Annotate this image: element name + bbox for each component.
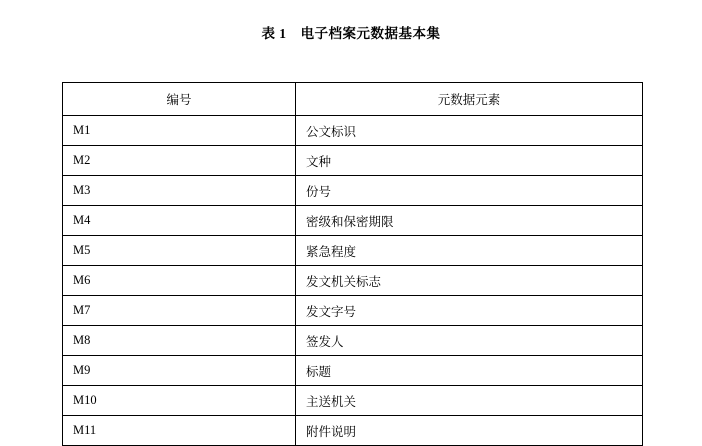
cell-id: M1 <box>63 116 296 146</box>
cell-id: M8 <box>63 326 296 356</box>
cell-element: 公文标识 <box>296 116 643 146</box>
table-caption <box>0 22 702 42</box>
table-container <box>62 82 640 446</box>
cell-element: 份号 <box>296 176 643 206</box>
table-row <box>63 296 643 326</box>
table-row <box>63 386 643 416</box>
column-header-element: 元数据元素 <box>296 83 643 116</box>
table-row <box>63 266 643 296</box>
cell-element: 主送机关 <box>296 386 643 416</box>
table-body <box>63 116 643 446</box>
table-header-row <box>63 83 643 116</box>
cell-element: 附件说明 <box>296 416 643 446</box>
cell-element: 密级和保密期限 <box>296 206 643 236</box>
table-row <box>63 356 643 386</box>
cell-id: M3 <box>63 176 296 206</box>
cell-element: 签发人 <box>296 326 643 356</box>
table-caption-title: 电子档案元数据基本集 <box>300 26 441 41</box>
cell-element: 发文机关标志 <box>296 266 643 296</box>
table-row <box>63 236 643 266</box>
metadata-table <box>62 82 643 446</box>
table-row <box>63 116 643 146</box>
cell-element: 文种 <box>296 146 643 176</box>
table-row <box>63 326 643 356</box>
cell-id: M5 <box>63 236 296 266</box>
cell-id: M9 <box>63 356 296 386</box>
cell-id: M11 <box>63 416 296 446</box>
table-row <box>63 146 643 176</box>
cell-id: M2 <box>63 146 296 176</box>
cell-element: 紧急程度 <box>296 236 643 266</box>
document-page <box>0 22 702 437</box>
table-caption-label: 表 1 <box>261 26 287 41</box>
table-row <box>63 416 643 446</box>
cell-id: M10 <box>63 386 296 416</box>
cell-id: M4 <box>63 206 296 236</box>
table-row <box>63 176 643 206</box>
table-row <box>63 206 643 236</box>
cell-element: 标题 <box>296 356 643 386</box>
cell-id: M7 <box>63 296 296 326</box>
cell-id: M6 <box>63 266 296 296</box>
cell-element: 发文字号 <box>296 296 643 326</box>
column-header-id: 编号 <box>63 83 296 116</box>
table-head <box>63 83 643 116</box>
